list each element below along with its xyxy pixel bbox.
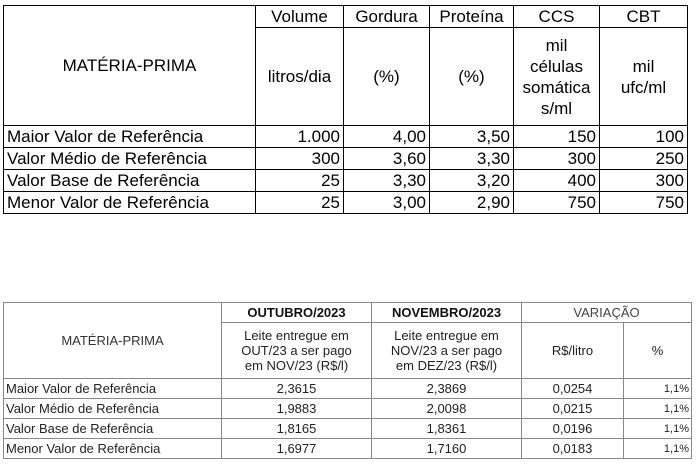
header-variacao: VARIAÇÃO	[522, 303, 692, 323]
cell: 750	[514, 192, 600, 214]
cell: 2,90	[430, 192, 514, 214]
desc-line: em DEZ/23 (R$/l)	[395, 358, 498, 373]
table2-corner-label: MATÉRIA-PRIMA	[4, 303, 222, 379]
cell: 300	[600, 170, 688, 192]
cell: 400	[514, 170, 600, 192]
unit-ccs-line: somática	[522, 77, 591, 97]
header-cbt: CBT	[600, 6, 688, 28]
unit-cbt	[600, 28, 688, 126]
table-row	[4, 379, 692, 399]
unit-ccs-line: células	[530, 56, 583, 76]
row-label: Valor Base de Referência	[4, 419, 222, 439]
table-row	[4, 399, 692, 419]
cell: 1,1%	[624, 399, 692, 419]
cell: 4,00	[344, 126, 430, 148]
reference-values-table	[3, 5, 688, 214]
header-proteina: Proteína	[430, 6, 514, 28]
cell: 1,1%	[624, 379, 692, 399]
desc-line: Leite entregue em	[244, 328, 349, 343]
row-label: Maior Valor de Referência	[4, 379, 222, 399]
row-label: Valor Base de Referência	[4, 170, 256, 192]
cell: 150	[514, 126, 600, 148]
cell: 300	[514, 148, 600, 170]
cell: 100	[600, 126, 688, 148]
cell: 3,30	[344, 170, 430, 192]
desc-outubro	[222, 323, 372, 379]
price-variation-table	[3, 302, 692, 459]
table-row	[4, 170, 688, 192]
cell: 3,50	[430, 126, 514, 148]
cell: 2,3869	[372, 379, 522, 399]
cell: 1,1%	[624, 439, 692, 459]
unit-cbt-line: mil	[632, 56, 655, 76]
unit-ccs-line: mil	[545, 35, 568, 55]
cell: 3,30	[430, 148, 514, 170]
table-row	[4, 192, 688, 214]
table1-corner-label: MATÉRIA-PRIMA	[4, 6, 256, 126]
row-label: Valor Médio de Referência	[4, 399, 222, 419]
unit-cbt-line: ufc/ml	[620, 77, 667, 97]
row-label: Valor Médio de Referência	[4, 148, 256, 170]
desc-line: OUT/23 a ser pago	[241, 343, 352, 358]
row-label: Maior Valor de Referência	[4, 126, 256, 148]
cell: 1,9883	[222, 399, 372, 419]
table-row	[4, 148, 688, 170]
desc-line: NOV/23 a ser pago	[390, 343, 503, 358]
unit-proteina: (%)	[430, 28, 514, 126]
cell: 2,0098	[372, 399, 522, 419]
desc-line: em NOV/23 (R$/l)	[244, 358, 349, 373]
table-row	[4, 439, 692, 459]
desc-line: Leite entregue em	[394, 328, 499, 343]
header-outubro: OUTUBRO/2023	[222, 303, 372, 323]
cell: 3,00	[344, 192, 430, 214]
row-label: Menor Valor de Referência	[4, 439, 222, 459]
row-label: Menor Valor de Referência	[4, 192, 256, 214]
table-row	[4, 419, 692, 439]
cell: 0,0254	[522, 379, 624, 399]
header-gordura: Gordura	[344, 6, 430, 28]
sub-header-percent: %	[624, 323, 692, 379]
cell: 1,6977	[222, 439, 372, 459]
desc-novembro	[372, 323, 522, 379]
unit-volume: litros/dia	[256, 28, 344, 126]
cell: 25	[256, 192, 344, 214]
cell: 1,1%	[624, 419, 692, 439]
header-volume: Volume	[256, 6, 344, 28]
header-novembro: NOVEMBRO/2023	[372, 303, 522, 323]
unit-ccs	[514, 28, 600, 126]
cell: 0,0215	[522, 399, 624, 419]
cell: 1.000	[256, 126, 344, 148]
unit-gordura: (%)	[344, 28, 430, 126]
cell: 1,7160	[372, 439, 522, 459]
cell: 250	[600, 148, 688, 170]
cell: 25	[256, 170, 344, 192]
unit-ccs-line: s/ml	[540, 98, 573, 118]
cell: 2,3615	[222, 379, 372, 399]
cell: 3,20	[430, 170, 514, 192]
cell: 1,8165	[222, 419, 372, 439]
cell: 1,8361	[372, 419, 522, 439]
cell: 3,60	[344, 148, 430, 170]
cell: 0,0183	[522, 439, 624, 459]
cell: 750	[600, 192, 688, 214]
cell: 300	[256, 148, 344, 170]
header-ccs: CCS	[514, 6, 600, 28]
sub-header-rs-litro: R$/litro	[522, 323, 624, 379]
table-row	[4, 126, 688, 148]
cell: 0,0196	[522, 419, 624, 439]
